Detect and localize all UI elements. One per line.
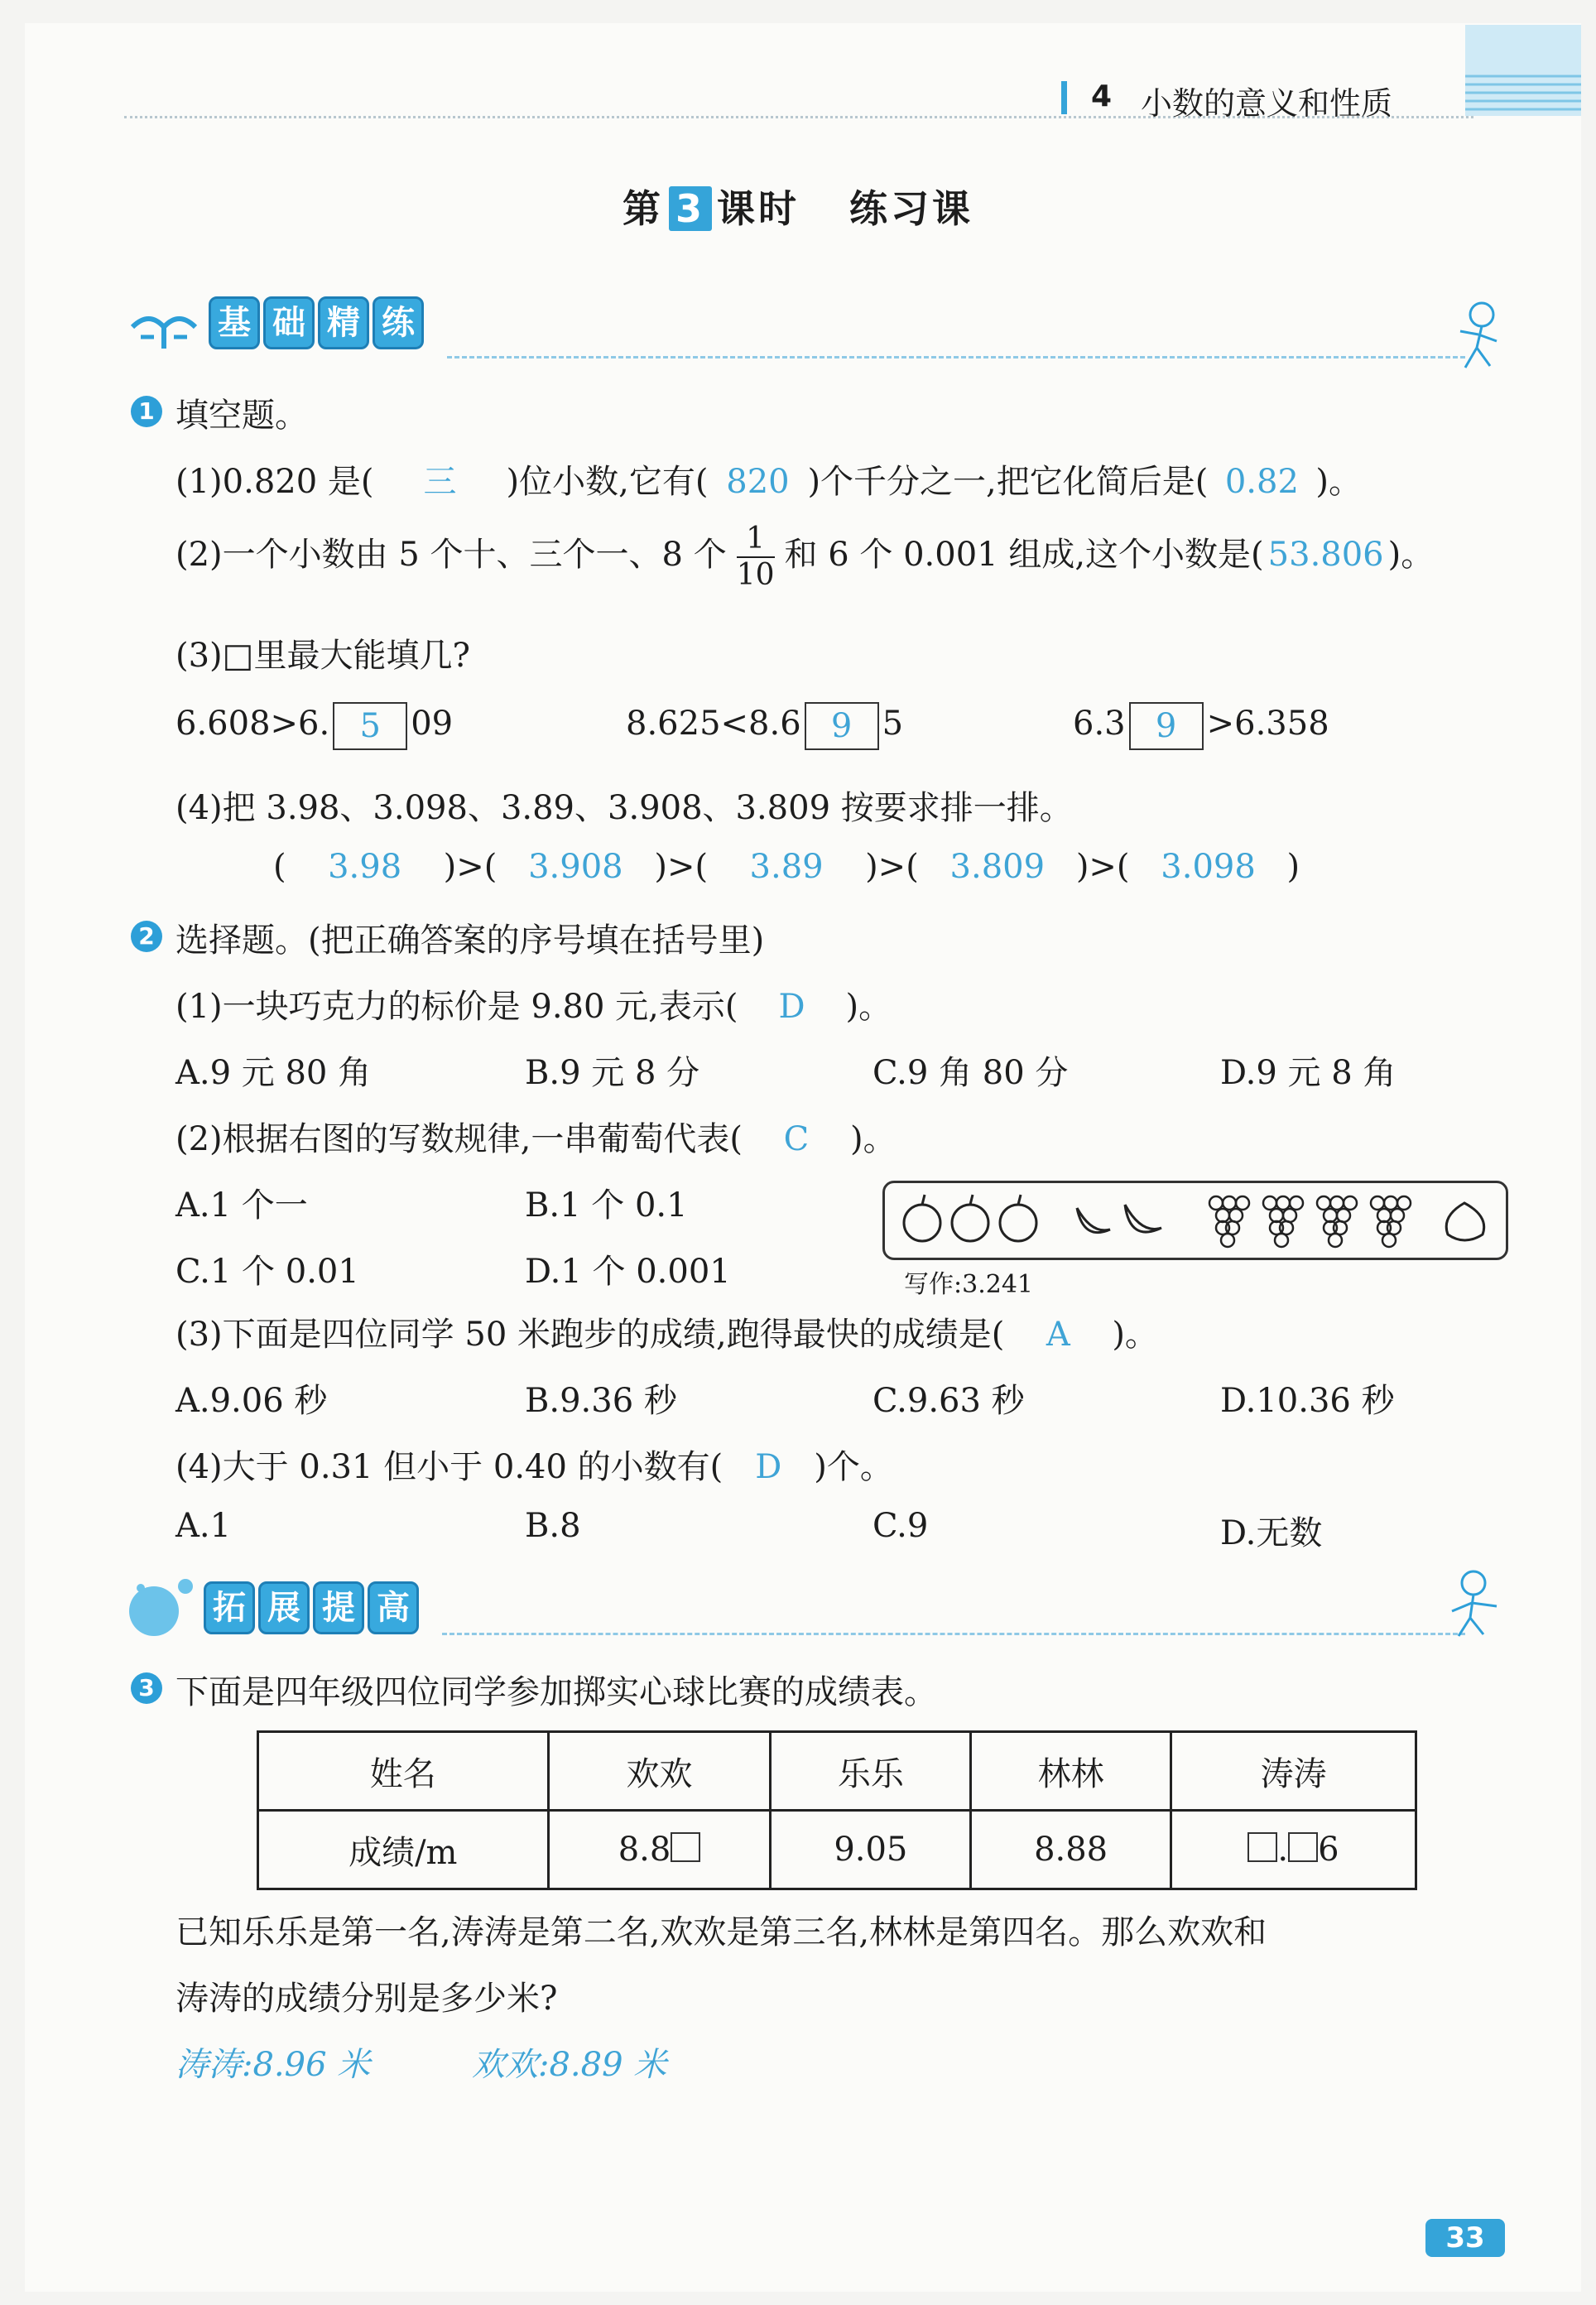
stick-figure-icon — [1444, 1566, 1507, 1641]
q2-p4-option-d: D.无数 — [1220, 1514, 1323, 1552]
q1-part3-expr3: 6.3 9 >6.358 — [1073, 702, 1329, 750]
table-cell: 林林 — [971, 1732, 1171, 1811]
q2-p4-option-c: C.9 — [873, 1507, 929, 1545]
section1-char: 础 — [263, 296, 315, 349]
section1-char: 精 — [318, 296, 369, 349]
q2-p3-option-d: D.10.36 秒 — [1220, 1382, 1395, 1420]
section2-char: 高 — [368, 1581, 419, 1634]
q2-part2: (2)根据右图的写数规律,一串葡萄代表( C )。 — [175, 1120, 897, 1158]
q1-part4-title: (4)把 3.98、3.098、3.89、3.908、3.809 按要求排一排。 — [175, 789, 1073, 827]
answer: A — [1046, 1316, 1070, 1354]
q1-part3-title: (3)□里最大能填几? — [175, 637, 470, 675]
table-cell: 涛涛 — [1171, 1732, 1416, 1811]
question-number: 3 — [131, 1672, 162, 1704]
answer: 53.806 — [1267, 536, 1384, 574]
question-number: 2 — [131, 921, 162, 952]
q2-p2-option-b: B.1 个 0.1 — [525, 1186, 688, 1225]
table-cell: . 6 — [1171, 1811, 1416, 1889]
answer: 三 — [423, 463, 457, 501]
q2-p3-option-b: B.9.36 秒 — [525, 1382, 677, 1420]
section2-divider — [442, 1633, 1465, 1635]
q2-p1-option-d: D.9 元 8 角 — [1220, 1054, 1396, 1092]
sprout-icon — [124, 294, 204, 352]
q2-p1-option-b: B.9 元 8 分 — [525, 1054, 700, 1092]
chapter-number: 4 — [1091, 79, 1113, 113]
blank-box — [1247, 1832, 1277, 1862]
answer: 3.89 — [749, 848, 824, 886]
fruit-counting-figure — [882, 1181, 1508, 1260]
apple-icon — [904, 1195, 1036, 1241]
q3-text-line2: 涛涛的成绩分别是多少米? — [175, 1980, 558, 2018]
lesson-number: 3 — [669, 186, 712, 231]
answer: 3.098 — [1161, 848, 1256, 886]
table-cell: 8.8 — [548, 1811, 771, 1889]
q1-part1: (1)0.820 是( 三 )位小数,它有( 820 )个千分之一,把它化简后是( 0.82 )。 — [175, 455, 1362, 503]
answer: 3.98 — [328, 848, 402, 886]
q1-part3-expr2: 8.625<8.6 9 5 — [626, 702, 903, 750]
section1-char: 基 — [209, 296, 260, 349]
q2-p2-option-c: C.1 个 0.01 — [175, 1253, 359, 1291]
q1-part4-order: ( 3.98 )>( 3.908 )>( 3.89 )>( 3.809 )>( 3.098 ) — [273, 848, 1300, 886]
answer-box: 5 — [333, 702, 407, 750]
peach-icon — [1446, 1203, 1483, 1240]
q1-part2: (2)一个小数由 5 个十、三个一、8 个 $\frac{1}{10}$ 和 6 个 0.001 组成,这个小数是( 53.806 )。 — [175, 522, 1435, 592]
section-basic-practice — [209, 296, 427, 349]
q2-p4-option-a: A.1 — [175, 1507, 232, 1545]
bubbles-icon — [124, 1573, 199, 1639]
q2-title: 选择题。(把正确答案的序号填在括号里) — [175, 922, 765, 960]
q3-answer-huanhuan: 欢欢:8.89 米 — [472, 2046, 667, 2084]
q3-title: 下面是四年级四位同学参加掷实心球比赛的成绩表。 — [175, 1673, 937, 1711]
answer: 3.809 — [949, 848, 1046, 886]
section1-char: 练 — [373, 296, 424, 349]
figure-caption: 写作:3.241 — [904, 1270, 1033, 1299]
q2-p3-option-c: C.9.63 秒 — [873, 1382, 1025, 1420]
q2-p4-option-b: B.8 — [525, 1507, 581, 1545]
section1-divider — [447, 356, 1465, 359]
answer: 3.908 — [528, 848, 623, 886]
answer: 820 — [726, 463, 790, 501]
q2-p3-option-a: A.9.06 秒 — [175, 1382, 328, 1420]
section2-char: 拓 — [204, 1581, 255, 1634]
banana-icon — [1077, 1205, 1161, 1233]
table-cell: 乐乐 — [771, 1732, 971, 1811]
table-cell: 姓名 — [258, 1732, 549, 1811]
q2-p1-option-c: C.9 角 80 分 — [873, 1054, 1069, 1092]
stick-figure-icon — [1449, 298, 1507, 373]
q2-part3: (3)下面是四位同学 50 米跑步的成绩,跑得最快的成绩是( A )。 — [175, 1316, 1158, 1354]
table-header-row — [258, 1732, 1416, 1811]
lesson-suffix: 课时 — [716, 186, 800, 231]
section2-char: 提 — [313, 1581, 364, 1634]
q2-part1: (1)一块巧克力的标价是 9.80 元,表示( D )。 — [175, 988, 892, 1026]
question-number: 1 — [131, 396, 162, 427]
lesson-title — [0, 179, 1596, 233]
answer: 0.82 — [1224, 463, 1299, 501]
fraction: $\frac{1}{10}$ — [736, 522, 775, 592]
q2-part4: (4)大于 0.31 但小于 0.40 的小数有( D )个。 — [175, 1448, 893, 1486]
q3-answer-taotao: 涛涛:8.96 米 — [175, 2046, 371, 2084]
table-cell: 欢欢 — [548, 1732, 771, 1811]
section2-char: 展 — [258, 1581, 310, 1634]
q1-title: 填空题。 — [175, 397, 308, 435]
q3-text-line1: 已知乐乐是第一名,涛涛是第二名,欢欢是第三名,林林是第四名。那么欢欢和 — [175, 1913, 1267, 1951]
section-extension — [204, 1581, 422, 1634]
q2-p2-option-a: A.1 个一 — [175, 1186, 308, 1225]
table-row — [258, 1811, 1416, 1889]
grapes-icon — [1209, 1196, 1411, 1247]
table-cell: 成绩/m — [258, 1811, 549, 1889]
answer: D — [778, 988, 805, 1026]
header-stripes-decoration — [1465, 25, 1581, 116]
q1-part3-expr1: 6.608>6. 5 09 — [175, 702, 453, 750]
blank-box — [671, 1832, 700, 1862]
header-accent-bar — [1061, 81, 1067, 114]
lesson-name: 练习课 — [849, 186, 974, 231]
q2-p1-option-a: A.9 元 80 角 — [175, 1054, 372, 1092]
table-cell: 8.88 — [971, 1811, 1171, 1889]
answer-box: 9 — [805, 702, 879, 750]
lesson-prefix: 第 — [622, 186, 664, 231]
q2-p2-option-d: D.1 个 0.001 — [525, 1253, 731, 1291]
table-cell: 9.05 — [771, 1811, 971, 1889]
answer: D — [755, 1448, 782, 1486]
answer: C — [783, 1120, 810, 1158]
page-number: 33 — [1425, 2219, 1505, 2257]
answer-box: 9 — [1129, 702, 1204, 750]
blank-box — [1288, 1832, 1318, 1862]
score-table — [257, 1730, 1417, 1890]
chapter-title: 小数的意义和性质 — [1141, 85, 1393, 122]
